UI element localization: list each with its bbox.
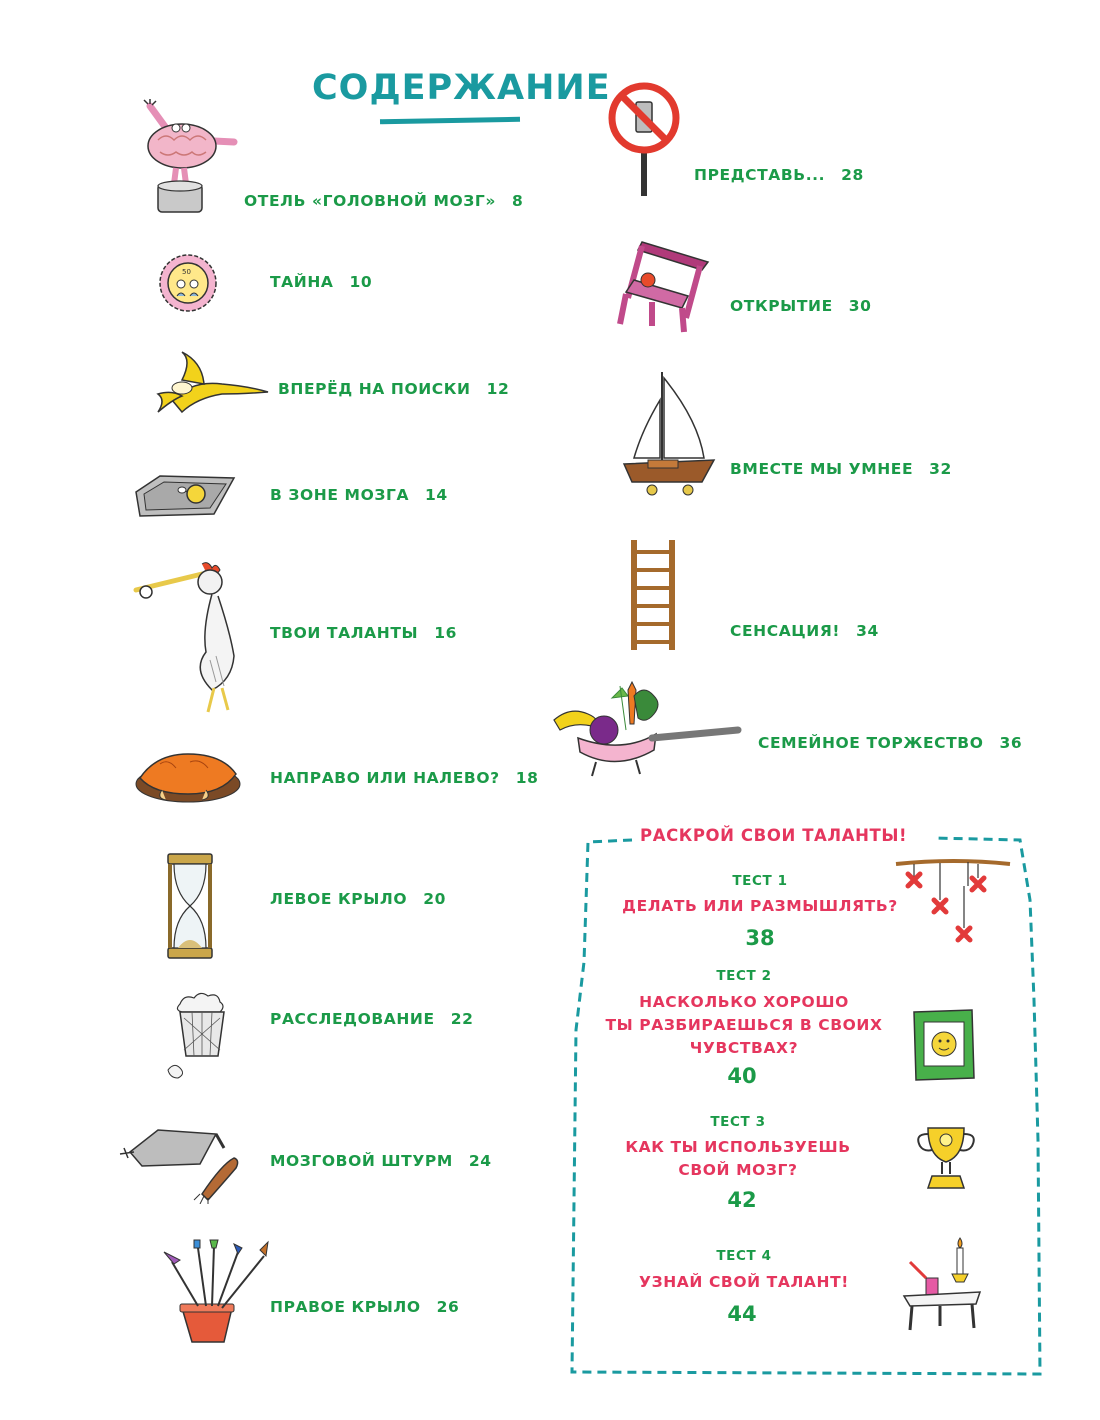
page-title: СОДЕРЖАНИЕ bbox=[312, 68, 611, 108]
toc-entry-label: ПРАВОЕ КРЫЛО bbox=[270, 1298, 421, 1316]
toc-entry-page: 12 bbox=[486, 380, 510, 398]
toc-entry-brainstorm[interactable] bbox=[270, 1152, 492, 1170]
wastebasket-icon bbox=[162, 990, 242, 1082]
ladder-icon bbox=[628, 536, 680, 654]
toc-entry-page: 26 bbox=[436, 1298, 460, 1316]
toc-entry-discovery[interactable] bbox=[730, 297, 872, 315]
test-3-question-line: КАК ТЫ ИСПОЛЬЗУЕШЬ bbox=[625, 1138, 851, 1156]
toc-entry-right-wing[interactable] bbox=[270, 1298, 459, 1316]
test-2-label: ТЕСТ 2 bbox=[716, 968, 772, 984]
toc-entry-page: 36 bbox=[999, 734, 1023, 752]
svg-text:50: 50 bbox=[182, 268, 191, 276]
phone-icon bbox=[130, 470, 240, 522]
test-1-label: ТЕСТ 1 bbox=[732, 873, 788, 889]
test-2-question-line: НАСКОЛЬКО ХОРОШО bbox=[639, 993, 849, 1011]
toc-entry-page: 28 bbox=[841, 166, 864, 184]
toc-entry-label: СЕМЕЙНОЕ ТОРЖЕСТВО bbox=[758, 734, 984, 752]
toc-entry-secret[interactable] bbox=[270, 273, 372, 291]
toc-entry-page: 10 bbox=[349, 273, 373, 291]
toc-entry-page: 18 bbox=[515, 769, 539, 787]
toc-entry-label: РАССЛЕДОВАНИЕ bbox=[270, 1010, 435, 1028]
roast-chicken-icon bbox=[126, 744, 246, 810]
test-4-label: ТЕСТ 4 bbox=[716, 1248, 772, 1264]
test-2-question-line: ТЫ РАЗБИРАЕШЬСЯ В СВОИХ bbox=[605, 1016, 883, 1034]
toc-entry-together-smarter[interactable] bbox=[730, 460, 952, 478]
brain-on-pedestal-icon bbox=[136, 98, 240, 218]
test-1-question[interactable] bbox=[600, 895, 920, 918]
toc-entry-label: МОЗГОВОЙ ШТУРМ bbox=[270, 1152, 453, 1170]
toc-entry-label: ТВОИ ТАЛАНТЫ bbox=[270, 624, 419, 642]
toc-entry-label: ЛЕВОЕ КРЫЛО bbox=[270, 890, 408, 908]
test-3-question-line: СВОЙ МОЗГ? bbox=[678, 1161, 798, 1179]
toc-entry-page: 16 bbox=[434, 624, 457, 642]
toc-entry-label: ВМЕСТЕ МЫ УМНЕЕ bbox=[730, 460, 914, 478]
test-2-question-line: ЧУВСТВАХ? bbox=[689, 1039, 799, 1057]
title-underline bbox=[380, 117, 520, 124]
toc-entry-left-wing[interactable] bbox=[270, 890, 446, 908]
toc-entry-talents[interactable] bbox=[270, 624, 457, 642]
sailboat-icon bbox=[618, 370, 718, 498]
test-2-question[interactable] bbox=[584, 991, 904, 1060]
toc-entry-right-or-left[interactable] bbox=[270, 769, 539, 787]
toc-entry-sensation[interactable] bbox=[730, 622, 879, 640]
toc-entry-label: ВПЕРЁД НА ПОИСКИ bbox=[278, 380, 471, 398]
toc-entry-label: ОТЕЛЬ «ГОЛОВНОЙ МОЗГ» bbox=[244, 192, 496, 210]
toc-entry-page: 34 bbox=[856, 622, 879, 640]
test-1-page: 38 bbox=[745, 926, 775, 950]
test-4-question[interactable] bbox=[584, 1271, 904, 1294]
toc-entry-family-celebration[interactable] bbox=[758, 734, 1022, 752]
toc-entry-page: 24 bbox=[468, 1152, 492, 1170]
bird-icon bbox=[132, 560, 242, 718]
toc-entry-page: 20 bbox=[423, 890, 446, 908]
toc-entry-label: В ЗОНЕ МОЗГА bbox=[270, 486, 410, 504]
toc-entry-label: ТАЙНА bbox=[270, 273, 334, 291]
toc-entry-imagine[interactable] bbox=[694, 166, 864, 184]
test-3-question[interactable] bbox=[578, 1136, 898, 1182]
table-candle-icon bbox=[900, 1232, 984, 1332]
chair-icon bbox=[612, 236, 712, 336]
tests-box-title: РАСКРОЙ СВОИ ТАЛАНТЫ! bbox=[640, 826, 908, 845]
toc-entry-page: 22 bbox=[450, 1010, 474, 1028]
toc-entry-brain-zone[interactable] bbox=[270, 486, 448, 504]
vegetable-pan-icon bbox=[552, 680, 742, 778]
toc-entry-page: 14 bbox=[425, 486, 448, 504]
dustpan-brush-icon bbox=[112, 1124, 252, 1204]
test-4-page: 44 bbox=[727, 1302, 757, 1326]
medallion-icon bbox=[158, 252, 218, 314]
test-3-label: ТЕСТ 3 bbox=[710, 1114, 766, 1130]
toc-entry-page: 30 bbox=[848, 297, 872, 315]
trophy-icon bbox=[912, 1122, 980, 1194]
toc-entry-hotel[interactable] bbox=[244, 192, 523, 210]
banana-peel-icon bbox=[152, 350, 272, 416]
test-3-page: 42 bbox=[727, 1188, 757, 1212]
paintbrushes-pot-icon bbox=[152, 1238, 280, 1348]
framed-smiley-icon bbox=[910, 1006, 978, 1082]
test-2-page: 40 bbox=[727, 1064, 757, 1088]
toc-entry-label: СЕНСАЦИЯ! bbox=[730, 622, 841, 640]
toc-entry-label: ОТКРЫТИЕ bbox=[730, 297, 833, 315]
mobile-icon bbox=[894, 856, 1012, 952]
toc-entry-page: 32 bbox=[929, 460, 952, 478]
test-4-question-line: УЗНАЙ СВОЙ ТАЛАНТ! bbox=[639, 1273, 849, 1291]
toc-entry-label: НАПРАВО ИЛИ НАЛЕВО? bbox=[270, 769, 500, 787]
hourglass-icon bbox=[164, 852, 216, 960]
toc-entry-label: ПРЕДСТАВЬ... bbox=[694, 166, 826, 184]
toc-entry-search[interactable] bbox=[278, 380, 509, 398]
no-phone-sign-icon bbox=[606, 82, 682, 198]
toc-entry-page: 8 bbox=[511, 192, 524, 210]
toc-entry-investigation[interactable] bbox=[270, 1010, 473, 1028]
test-1-question-line: ДЕЛАТЬ ИЛИ РАЗМЫШЛЯТЬ? bbox=[622, 897, 898, 915]
